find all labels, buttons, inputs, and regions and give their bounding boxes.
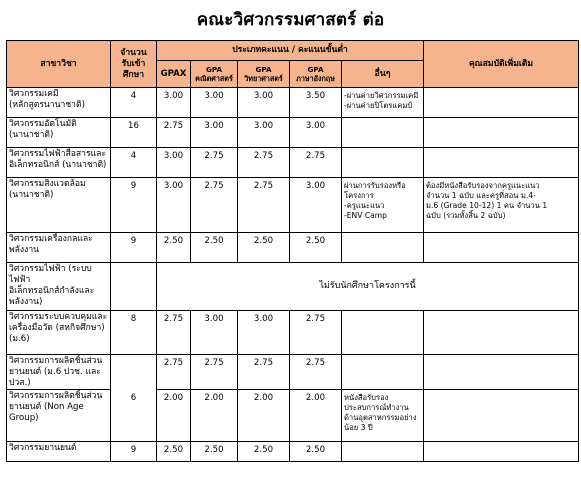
gpa-science-cell: 3.00 bbox=[238, 118, 290, 148]
gpax-cell: 2.75 bbox=[157, 355, 191, 390]
seats-cell: 9 bbox=[111, 178, 157, 233]
seats-cell: 9 bbox=[111, 442, 157, 462]
gpax-cell: 3.00 bbox=[157, 148, 191, 178]
gpax-cell: 2.75 bbox=[157, 118, 191, 148]
branch-cell bbox=[7, 178, 111, 233]
gpax-cell: 2.00 bbox=[157, 390, 191, 442]
branch-name-line-1: วิศวกรรมสิ่งแวดล้อม bbox=[9, 179, 86, 189]
branch-name-line-1: วิศวกรรมการผลิตชิ้นส่วน bbox=[9, 356, 103, 366]
gpa-science-cell: 2.75 bbox=[238, 178, 290, 233]
gpa-math-cell: 2.50 bbox=[191, 442, 238, 462]
other-line-2: -ผ่านค่ายปิโตรแคมป์ bbox=[344, 101, 413, 110]
branch-cell bbox=[7, 390, 111, 442]
table-row bbox=[7, 442, 579, 462]
branch-name-line-2: (หลักสูตรนานาชาติ) bbox=[9, 100, 85, 110]
gpax-cell: 3.00 bbox=[157, 178, 191, 233]
gpa-math-cell: 3.00 bbox=[191, 118, 238, 148]
extra-line-3: ม.6 (Grade 10-12) 1 คน จำนวน 1 bbox=[426, 201, 548, 210]
branch-name-line-2: พลังงาน bbox=[9, 245, 40, 255]
seats-cell: 9 bbox=[111, 233, 157, 263]
gpa-english-cell: 3.00 bbox=[290, 118, 342, 148]
other-line-2: ประสบการณ์ทำงาน bbox=[344, 403, 409, 412]
branch-name-line-2: (นานาชาติ) bbox=[9, 190, 54, 200]
extra-cell bbox=[424, 88, 579, 118]
extra-cell bbox=[424, 148, 579, 178]
branch-cell bbox=[7, 88, 111, 118]
other-cell bbox=[342, 148, 424, 178]
header-gpa-eng-line-2: ภาษาอังกฤษ bbox=[296, 74, 335, 83]
branch-name-line-1: วิศวกรรมไฟฟ้าสื่อสารและ bbox=[9, 149, 107, 159]
header-criteria: ประเภทคะแนน / คะแนนขั้นต่ำ bbox=[157, 41, 424, 61]
branch-name-line-2: ยานยนต์ (ม.6 ปวช. และปวส.) bbox=[9, 367, 101, 388]
table-row bbox=[7, 263, 579, 311]
other-cell bbox=[342, 311, 424, 355]
table-row bbox=[7, 390, 579, 442]
gpa-math-cell: 2.75 bbox=[191, 148, 238, 178]
extra-cell bbox=[424, 178, 579, 233]
seats-cell: 16 bbox=[111, 118, 157, 148]
branch-name-line-1: วิศวกรรมระบบควบคุมและ bbox=[9, 312, 108, 322]
extra-cell bbox=[424, 311, 579, 355]
header-gpa-english bbox=[290, 61, 342, 88]
header-seats-line-3: ศึกษา bbox=[122, 69, 145, 80]
branch-name-line-3: พลังงาน) bbox=[9, 297, 43, 307]
extra-line-4: ฉบับ (รวมทั้งสิ้น 2 ฉบับ) bbox=[426, 211, 506, 220]
page-title: คณะวิศวกรรมศาสตร์ ต่อ bbox=[196, 10, 385, 30]
header-extra: คุณสมบัติเพิ่มเติม bbox=[424, 41, 579, 88]
header-gpa-science bbox=[238, 61, 290, 88]
extra-line-2: จำนวน 1 ฉบับ และครูที่สอน ม.4- bbox=[426, 191, 536, 200]
gpa-science-cell: 2.50 bbox=[238, 233, 290, 263]
seats-cell: 8 bbox=[111, 311, 157, 355]
gpa-english-cell: 3.00 bbox=[290, 178, 342, 233]
gpa-english-cell: 2.00 bbox=[290, 390, 342, 442]
branch-cell bbox=[7, 233, 111, 263]
branch-name-line-1: วิศวกรรมการผลิตชิ้นส่วน bbox=[9, 391, 103, 401]
branch-cell bbox=[7, 311, 111, 355]
branch-name-line-1: วิศวกรรมไฟฟ้า (ระบบไฟฟ้า bbox=[9, 264, 92, 285]
gpa-math-cell: 2.50 bbox=[191, 233, 238, 263]
extra-cell bbox=[424, 355, 579, 390]
branch-name-line-2: อิเล็กทรอนิกส์กำลังและ bbox=[9, 286, 95, 296]
header-seats-line-2: รับเข้า bbox=[121, 58, 146, 69]
header-gpa-math-line-1: GPA bbox=[205, 64, 223, 74]
gpa-math-cell: 2.75 bbox=[191, 178, 238, 233]
gpa-math-cell: 3.00 bbox=[191, 88, 238, 118]
other-cell bbox=[342, 88, 424, 118]
branch-cell bbox=[7, 263, 111, 311]
branch-cell bbox=[7, 355, 111, 390]
table-row bbox=[7, 233, 579, 263]
table-row bbox=[7, 355, 579, 390]
other-line-4: น้อย 3 ปี bbox=[344, 423, 373, 432]
header-gpa-math-line-2: คณิตศาสตร์ bbox=[195, 74, 233, 83]
gpa-english-cell: 2.75 bbox=[290, 311, 342, 355]
header-gpa-sci-line-1: GPA bbox=[255, 64, 272, 74]
branch-name-line-2: ยานยนต์ (Non Age Group) bbox=[9, 402, 84, 423]
gpa-science-cell: 2.75 bbox=[238, 355, 290, 390]
other-line-3: ด้านอุตสาหกรรมอย่าง bbox=[344, 413, 417, 422]
seats-cell: 6 bbox=[111, 355, 157, 442]
other-line-1: -ผ่านค่ายวิศวกรรมเคมี bbox=[344, 91, 419, 100]
seats-cell bbox=[111, 263, 157, 311]
gpa-english-cell: 3.50 bbox=[290, 88, 342, 118]
table-row bbox=[7, 118, 579, 148]
gpax-cell: 3.00 bbox=[157, 88, 191, 118]
gpa-science-cell: 2.00 bbox=[238, 390, 290, 442]
gpa-math-cell: 2.00 bbox=[191, 390, 238, 442]
gpa-science-cell: 3.00 bbox=[238, 311, 290, 355]
table-row bbox=[7, 178, 579, 233]
header-gpa-sci-line-2: วิทยาศาสตร์ bbox=[244, 74, 283, 83]
header-gpax: GPAX bbox=[157, 61, 191, 88]
gpa-science-cell: 3.00 bbox=[238, 88, 290, 118]
gpax-cell: 2.50 bbox=[157, 442, 191, 462]
extra-cell bbox=[424, 390, 579, 442]
gpax-cell: 2.75 bbox=[157, 311, 191, 355]
gpa-science-cell: 2.75 bbox=[238, 148, 290, 178]
table-row bbox=[7, 311, 579, 355]
header-seats bbox=[111, 41, 157, 88]
not-accepting-note: ไม่รับนักศึกษาโครงการนี้ bbox=[157, 263, 579, 311]
seats-cell: 4 bbox=[111, 148, 157, 178]
branch-name-line-1: วิศวกรรมเคมี bbox=[9, 89, 59, 99]
branch-cell bbox=[7, 442, 111, 462]
other-line-3: -ครูแนะแนว bbox=[344, 201, 385, 210]
extra-cell bbox=[424, 442, 579, 462]
branch-name-line-2: อิเล็กทรอนิกส์ (นานาชาติ) bbox=[9, 160, 107, 170]
other-line-1: หนังสือรับรอง bbox=[344, 393, 389, 402]
other-cell bbox=[342, 233, 424, 263]
other-cell bbox=[342, 390, 424, 442]
other-cell bbox=[342, 178, 424, 233]
other-cell bbox=[342, 355, 424, 390]
branch-name-line-3: (ม.6) bbox=[9, 334, 30, 344]
branch-cell bbox=[7, 118, 111, 148]
header-seats-line-1: จำนวน bbox=[120, 47, 147, 58]
branch-name-line-2: เครื่องมือวัด (สหกิจศึกษา) bbox=[9, 323, 105, 333]
table-row bbox=[7, 88, 579, 118]
other-line-4: -ENV Camp bbox=[344, 211, 388, 220]
branch-cell bbox=[7, 148, 111, 178]
extra-cell bbox=[424, 118, 579, 148]
header-branch: สาขาวิชา bbox=[7, 41, 111, 88]
header-other: อื่นๆ bbox=[342, 61, 424, 88]
other-line-1: ผ่านการรับรองหรือ bbox=[344, 181, 406, 190]
gpa-math-cell: 2.75 bbox=[191, 355, 238, 390]
extra-line-1: ต้องมีหนังสือรับรองจากครูแนะแนว bbox=[426, 181, 540, 190]
admission-criteria-table bbox=[6, 40, 579, 462]
gpa-english-cell: 2.75 bbox=[290, 148, 342, 178]
extra-cell bbox=[424, 233, 579, 263]
gpa-english-cell: 2.50 bbox=[290, 233, 342, 263]
branch-name-line-1: วิศวกรรมอัตโนมัติ bbox=[9, 119, 77, 129]
table-row bbox=[7, 148, 579, 178]
gpax-cell: 2.50 bbox=[157, 233, 191, 263]
header-gpa-math bbox=[191, 61, 238, 88]
other-cell bbox=[342, 118, 424, 148]
other-line-2: โครงการ bbox=[344, 191, 374, 200]
gpa-science-cell: 2.50 bbox=[238, 442, 290, 462]
branch-name-line-1: วิศวกรรมเครื่องกลและ bbox=[9, 234, 93, 244]
gpa-math-cell: 3.00 bbox=[191, 311, 238, 355]
branch-name-line-1: วิศวกรรมยานยนต์ bbox=[9, 443, 77, 453]
header-gpa-eng-line-1: GPA bbox=[307, 64, 324, 74]
other-cell bbox=[342, 442, 424, 462]
gpa-english-cell: 2.50 bbox=[290, 442, 342, 462]
branch-name-line-2: (นานาชาติ) bbox=[9, 130, 54, 140]
gpa-english-cell: 2.75 bbox=[290, 355, 342, 390]
seats-cell: 4 bbox=[111, 88, 157, 118]
